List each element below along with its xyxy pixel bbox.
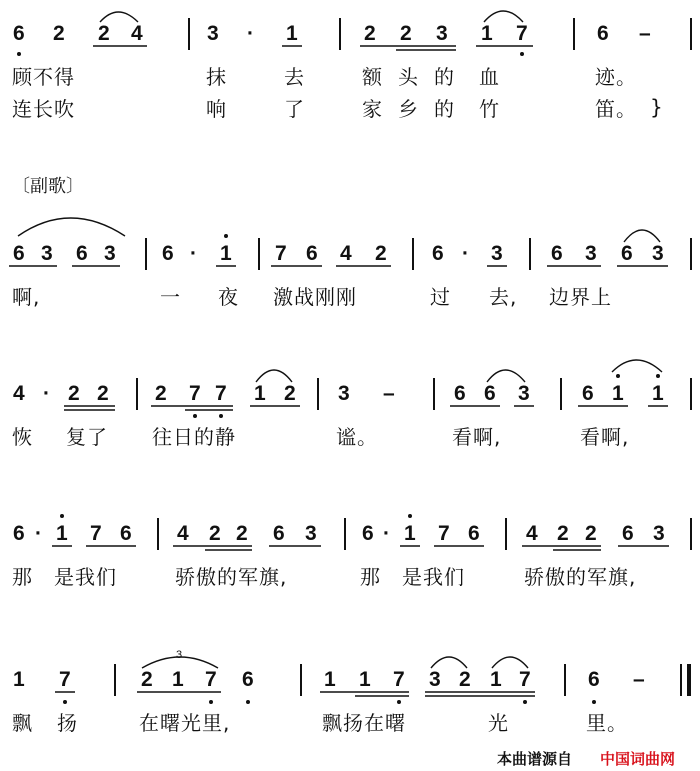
low-octave-dot: [246, 700, 250, 704]
lyric: 看啊,: [452, 425, 502, 449]
note: 6: [13, 522, 25, 545]
note: 2: [364, 22, 376, 45]
note: 3: [585, 242, 597, 265]
low-octave-dot: [592, 700, 596, 704]
note: 1: [359, 668, 371, 691]
lyric: 那: [12, 565, 33, 589]
dot-extension: ·: [462, 242, 469, 265]
note: 7: [215, 382, 227, 405]
lyric: 扬: [57, 711, 78, 735]
note: 2: [53, 22, 65, 45]
dash-hold: –: [633, 668, 645, 691]
lyric: 边界上: [549, 285, 612, 309]
lyric: 啊,: [12, 285, 41, 309]
note: 3: [305, 522, 317, 545]
note: 6: [162, 242, 174, 265]
slur-arc: [256, 370, 292, 382]
triplet-mark: 3: [176, 649, 183, 661]
lyric: 飘扬在曙: [322, 711, 406, 735]
note: 1: [324, 668, 336, 691]
lyric: 是我们: [402, 565, 465, 589]
verse-brace: }: [650, 95, 664, 119]
low-octave-dot: [219, 414, 223, 418]
note: 6: [76, 242, 88, 265]
lyric: 骄傲的军旗,: [524, 565, 637, 589]
note: 3: [436, 22, 448, 45]
lyric: 头: [398, 65, 419, 89]
note: 3: [41, 242, 53, 265]
row-2-notation: [9, 218, 691, 270]
lyric: 去,: [489, 285, 518, 309]
low-octave-dot: [209, 700, 213, 704]
low-octave-dot: [63, 700, 67, 704]
note: 2: [97, 382, 109, 405]
note: 6: [588, 668, 600, 691]
lyric: 光: [488, 711, 509, 735]
high-octave-dot: [656, 374, 660, 378]
note: 6: [597, 22, 609, 45]
high-octave-dot: [408, 514, 412, 518]
note: 2: [236, 522, 248, 545]
note: 4: [131, 22, 143, 45]
note: 6: [13, 242, 25, 265]
note: 7: [438, 522, 450, 545]
note: 4: [340, 242, 352, 265]
note: 1: [13, 668, 25, 691]
lyric: 了: [284, 97, 305, 121]
slur-arc: [100, 12, 138, 22]
lyric: 额: [362, 65, 383, 89]
note: 3: [104, 242, 116, 265]
source-site-link[interactable]: 中国词曲网: [600, 750, 676, 768]
note: 6: [468, 522, 480, 545]
note: 6: [273, 522, 285, 545]
note: 4: [177, 522, 189, 545]
row-3-notation: [13, 360, 691, 418]
note: 3: [518, 382, 530, 405]
note: 6: [551, 242, 563, 265]
note: 6: [242, 668, 254, 691]
slur-arc: [484, 11, 523, 22]
note: 2: [284, 382, 296, 405]
note: 7: [519, 668, 531, 691]
note: 3: [207, 22, 219, 45]
note: 7: [90, 522, 102, 545]
note: 7: [189, 382, 201, 405]
lyric: 竹: [479, 97, 500, 121]
note: 2: [155, 382, 167, 405]
low-octave-dot: [523, 700, 527, 704]
lyric: 乡: [398, 97, 419, 121]
lyric: 是我们: [54, 565, 117, 589]
note: 1: [481, 22, 493, 45]
lyric: 飘: [12, 711, 33, 735]
note: 4: [13, 382, 25, 405]
note: 7: [205, 668, 217, 691]
note: 1: [652, 382, 664, 405]
lyric: 过: [430, 285, 451, 309]
dot-extension: ·: [247, 22, 254, 45]
note: 2: [141, 668, 153, 691]
row-1-notation: [13, 11, 691, 56]
note: 1: [56, 522, 68, 545]
slur-arc: [612, 360, 662, 372]
note: 6: [13, 22, 25, 45]
note: 7: [59, 668, 71, 691]
note: 1: [490, 668, 502, 691]
note: 2: [68, 382, 80, 405]
lyric: 在曙光里,: [139, 711, 231, 735]
lyric: 迹。: [595, 65, 637, 89]
slur-arc: [624, 230, 660, 242]
row-5-notation: [13, 649, 689, 704]
lyric: 恢: [12, 425, 33, 449]
low-octave-dot: [193, 414, 197, 418]
note: 2: [400, 22, 412, 45]
note: 6: [622, 522, 634, 545]
section-label: 〔副歌〕: [12, 176, 84, 197]
lyric: 的: [434, 97, 455, 121]
lyric: 夜: [218, 285, 239, 309]
low-octave-dot: [397, 700, 401, 704]
note: 1: [404, 522, 416, 545]
dash-hold: –: [639, 22, 651, 45]
note: 3: [652, 242, 664, 265]
note: 3: [491, 242, 503, 265]
lyric: 那: [360, 565, 381, 589]
note: 6: [120, 522, 132, 545]
slur-arc: [431, 657, 467, 668]
row-4-notation: [13, 514, 691, 550]
high-octave-dot: [616, 374, 620, 378]
note: 1: [612, 382, 624, 405]
low-octave-dot: [520, 52, 524, 56]
low-octave-dot: [17, 52, 21, 56]
note: 6: [362, 522, 374, 545]
high-octave-dot: [224, 234, 228, 238]
high-octave-dot: [60, 514, 64, 518]
note: 1: [254, 382, 266, 405]
dot-extension: ·: [383, 522, 390, 545]
row-3-lyrics: [12, 425, 629, 449]
source-label: 本曲谱源自: [497, 750, 573, 768]
note: 1: [220, 242, 232, 265]
note: 2: [375, 242, 387, 265]
note: 6: [484, 382, 496, 405]
lyric: 去: [284, 65, 305, 89]
lyric: 谧。: [336, 425, 378, 449]
note: 7: [275, 242, 287, 265]
note: 3: [429, 668, 441, 691]
row-1-lyrics: [12, 65, 664, 121]
note: 3: [653, 522, 665, 545]
note: 2: [557, 522, 569, 545]
note: 6: [306, 242, 318, 265]
dot-extension: ·: [190, 242, 197, 265]
lyric: 激战刚刚: [273, 285, 357, 309]
slur-arc: [18, 218, 125, 236]
note: 2: [209, 522, 221, 545]
lyric: 的: [434, 65, 455, 89]
note: 1: [172, 668, 184, 691]
note: 2: [585, 522, 597, 545]
note: 7: [393, 668, 405, 691]
lyric: 抹: [206, 65, 227, 89]
note: 6: [621, 242, 633, 265]
dot-extension: ·: [35, 522, 42, 545]
lyric: 响: [206, 97, 227, 121]
slur-arc: [492, 657, 528, 668]
note: 4: [526, 522, 538, 545]
note: 2: [98, 22, 110, 45]
lyric: 家: [362, 97, 383, 121]
note: 6: [582, 382, 594, 405]
lyric: 连长吹: [12, 97, 75, 121]
lyric: 笛。: [595, 97, 637, 121]
lyric: 血: [479, 65, 500, 89]
lyric: 里。: [586, 711, 628, 735]
dash-hold: –: [383, 382, 395, 405]
row-5-lyrics: [12, 711, 628, 735]
lyric: 一: [160, 285, 181, 309]
lyric: 往日的静: [152, 425, 236, 449]
lyric: 看啊,: [580, 425, 630, 449]
note: 6: [454, 382, 466, 405]
lyric: 骄傲的军旗,: [175, 565, 288, 589]
note: 6: [432, 242, 444, 265]
row-4-lyrics: [12, 565, 636, 589]
lyric: 顾不得: [12, 65, 75, 89]
slur-arc: [487, 370, 525, 382]
dot-extension: ·: [43, 382, 50, 405]
note: 7: [516, 22, 528, 45]
note: 3: [338, 382, 350, 405]
lyric: 复了: [66, 425, 108, 449]
note: 2: [459, 668, 471, 691]
row-2-lyrics: [12, 285, 612, 309]
note: 1: [286, 22, 298, 45]
